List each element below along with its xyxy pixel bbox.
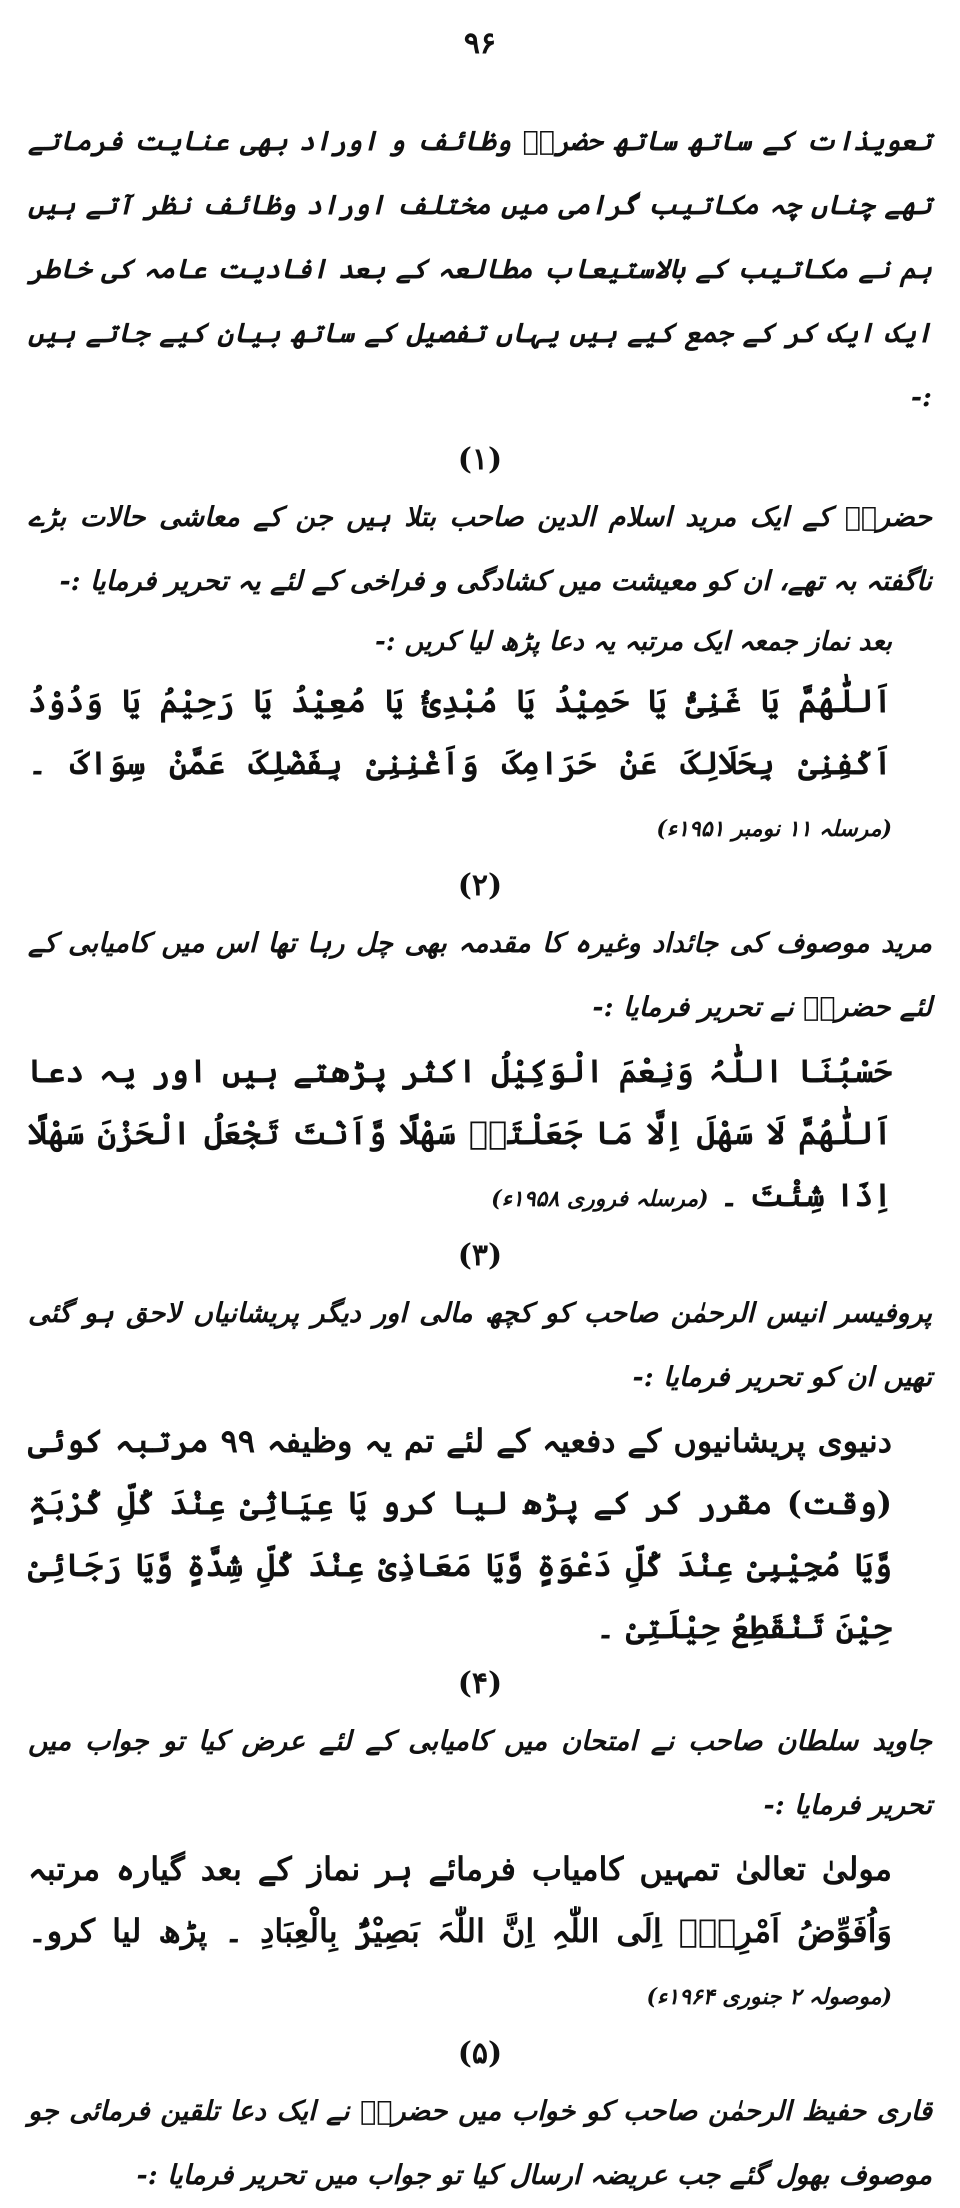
dua-text [28,1040,932,1230]
page-number: ۹۶ [463,26,497,61]
intro-paragraph: تعویذات کے ساتھ ساتھ حضرتؒ وظائف و اوراد بھی عنایت فرماتے تھے چناں چہ مکاتیب گرامی میں مختلف اوراد وظائف نظر آتے ہیں ہم نے مکاتیب کے بالاستیعاب مطالعہ کے بعد افادیت عامہ کی خاطر ایک ایک کر کے جمع کیے ہیں یہاں تفصیل کے ساتھ بیان کیے جاتے ہیں :- [28,126,932,413]
section-number: (۱) [457,442,503,477]
dua-body: اَللّٰھُمَّ یَا غَنِیُّ یَا حَمِیْدُ یَا مُبْدِئُ یَا مُعِیْدُ یَا رَحِیْمُ یَا وَدُوْدُ اَکْفِنِیْ بِحَلَالِکَ عَنْ حَرَامِکَ وَاَغْنِنِیْ بِفَضْلِکَ عَمَّنْ سِوَاکَ ۔ [28,682,892,782]
dua-body: مولیٰ تعالیٰ تمہیں کامیاب فرمائے ہر نماز کے بعد گیارہ مرتبہ وَاُفَوِّضُ اَمْرِیْۤ اِلَی اللّٰہِ اِنَّ اللّٰہَ بَصِیْرٌۢ بِالْعِبَادِ ۔ پڑھ لیا کرو۔ [28,1850,892,1950]
dispatch-note: (موصولہ ۲ جنوری ۱۹۶۴ء) [646,1984,892,2010]
section-2 [28,862,932,1230]
section-text: پروفیسر انیس الرحمٰن صاحب کو کچھ مالی اور دیگر پریشانیاں لاحق ہو گئی تھیں ان کو تحریر فرمایا :- [28,1298,932,1393]
section-text: جاوید سلطان صاحب نے امتحان میں کامیابی کے لئے عرض کیا تو جواب میں تحریر فرمایا :- [28,1726,932,1821]
section-5 [28,2030,932,2208]
dua-body: حَسْبُنَا اللّٰہُ وَنِعْمَ الْوَکِیْلُ اکثر پڑھتے ہیں اور یہ دعا اَللّٰھُمَّ لَا سَھْلَ اِلَّا مَا جَعَلْتَہٗ سَھْلًا وَّاَنْتَ تَجْعَلُ الْحَزْنَ سَھْلًا اِذَا شِئْتَ ۔ [28,1052,893,1214]
dua-text [28,1410,932,1658]
dispatch-note: (مرسلہ ۱۱ نومبر ۱۹۵۱ء) [656,816,892,842]
section-1 [28,436,932,860]
section-number: (۴) [457,1666,503,1701]
dua-text [28,1838,932,2028]
dua-body: دنیوی پریشانیوں کے دفعیہ کے لئے تم یہ وظیفہ ۹۹ مرتبہ کوئی (وقت) مقرر کر کے پڑھ لیا کرو یَا عِیَاثِیْ عِنْدَ کُلِّ کُرْبَۃٍ وَّیَا مُجِیْبِیْ عِنْدَ کُلِّ دَعْوَۃٍ وَّیَا مَعَاذِیْ عِنْدَ کُلِّ شِدَّۃٍ وَّیَا رَجَائِیْ حِیْنَ تَنْقَطِعُ حِیْلَتِیْ ۔ [28,1422,893,1646]
section-number: (۳) [457,1238,503,1273]
dispatch-note: (مرسلہ فروری ۱۹۵۸ء) [491,1186,709,1212]
section-number: (۲) [457,868,503,903]
section-instruction: بعد نماز جمعہ ایک مرتبہ یہ دعا پڑھ لیا کریں :- [375,627,892,657]
section-text: مرید موصوف کی جائداد وغیرہ کا مقدمہ بھی چل رہا تھا اس میں کامیابی کے لئے حضرتؒ نے تحریر فرمایا :- [28,928,932,1023]
section-4 [28,1660,932,2028]
dua-text [28,670,932,860]
section-text: قاری حفیظ الرحمٰن صاحب کو خواب میں حضرتؒ نے ایک دعا تلقین فرمائی جو موصوف بھول گئے جب عریضہ ارسال کیا تو جواب میں تحریر فرمایا :- [28,2096,932,2191]
section-3 [28,1232,932,1658]
section-number: (۵) [457,2036,503,2071]
section-text: حضرتؒ کے ایک مرید اسلام الدین صاحب بتلا ہیں جن کے معاشی حالات بڑے ناگفتہ بہ تھے، ان کو معیشت میں کشادگی و فراخی کے لئے یہ تحریر فرمایا :- [28,502,932,597]
